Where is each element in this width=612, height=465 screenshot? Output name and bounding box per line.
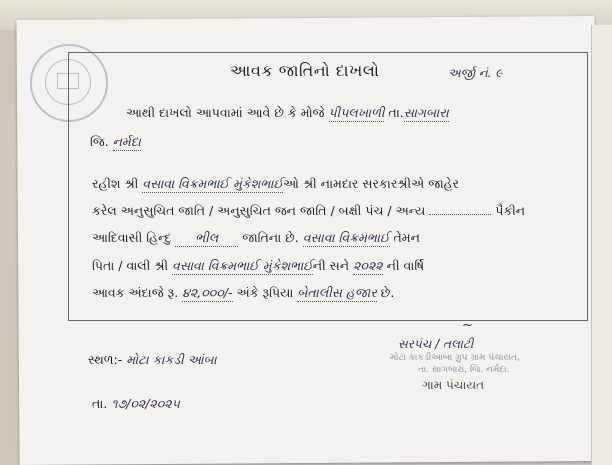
signatory-title: સરપંચ / તલાટી [398,337,474,351]
line4-suffix: તેમન [393,230,420,245]
line-6 [92,285,394,302]
serial-number: અર્જી નં. ૯ [448,66,503,80]
district-line [90,134,141,151]
line6-suffix: છે. [380,285,395,300]
line-3 [92,203,525,219]
line4-prefix: આદિવાસી હિન્દુ [92,230,172,245]
gram-panchayat-label: ગામ પંચાયત [422,378,485,392]
date-line [92,396,180,412]
taluka-fill: સાગબારા [403,105,449,120]
district-label: જિ. [90,134,109,149]
caste-fill: ભીલ [175,230,238,247]
line3-text: કરેલ અનુસુચિત જાતિ / અનુસુચિત જન જાતિ / બક્ષી પંચ / અન્ય [92,203,426,218]
stamp-line-1: મોટા કાકડીઆંબા ગ્રુપ ગ્રામ પંચાયત, [390,353,520,363]
line-5 [92,258,424,275]
line-4 [92,230,420,247]
place-label: સ્થળ:- [88,352,123,367]
place-fill: મોટા કાકડી આંબા [126,352,217,367]
line3-end: પૈકીન [495,203,526,218]
line6-prefix: આવક અંદાજે [92,285,164,300]
date-label: તા. [92,396,108,411]
village-fill: પીપલખાળી [328,105,385,120]
adjacent-paper-edge [591,25,612,465]
line5-prefix: પિતા / વાલી શ્રી [92,258,169,273]
line4-middle: જાતિના છે. [242,230,299,245]
line2-prefix: રહીશ શ્રી [92,176,139,191]
line-1 [126,105,449,122]
line2-suffix: ઓ શ્રી નામદાર સરકારશ્રીએ જાહેર [283,176,460,191]
signature-scribble: ~ [462,318,473,333]
line4-name-fill: વસાવા વિક્રમભાઈ [302,230,390,245]
income-words-fill: બેતાલીસ હજાર [297,285,377,300]
rupee-label: રૂ. [167,285,179,300]
words-label: અંકે રૂપિયા [236,285,294,300]
income-amount-fill: ૪૨,૦૦૦/- [182,285,233,300]
place-line [88,352,217,368]
date-fill: ૧૭/૦૨/૨૦૨૫ [111,396,180,411]
father-name-fill: વસાવા વિક્રમભાઈ મુંકેશભાઈ [172,258,313,273]
line-2 [92,176,459,193]
stamp-line-2: તા. સાગબારા, જિ. નર્મદા. [418,365,510,375]
certificate-title: આવક જાતિનો દાખલો [230,61,380,80]
line5-suffix: ની વાર્ષિ [386,258,425,273]
year-fill: ૨૦૨૨ [353,258,383,273]
resident-name-fill: વસાવા વિક્રમભાઈ મુંકેશભાઈ [142,176,284,191]
line5-middle: ની સને [312,258,350,273]
taluka-label: તા. [388,105,404,120]
district-fill: નર્મદા [112,134,141,149]
line1-text: આથી દાખલો આપવામાં આવે છે કે મોજે [126,105,325,120]
